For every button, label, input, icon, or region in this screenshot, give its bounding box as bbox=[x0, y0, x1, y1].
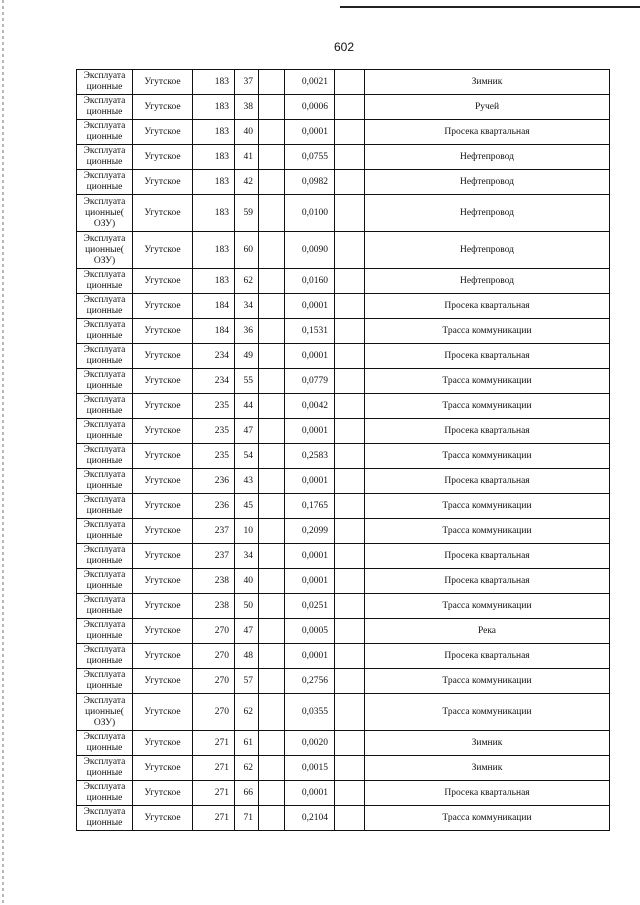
cell-blank bbox=[259, 232, 285, 269]
cell-forestry-name: Угутское bbox=[133, 394, 193, 419]
cell-area: 0,1531 bbox=[285, 319, 335, 344]
cell-blank bbox=[259, 195, 285, 232]
cell-blank bbox=[335, 170, 365, 195]
table-row bbox=[77, 369, 610, 394]
table-row bbox=[77, 669, 610, 694]
cell-blank bbox=[335, 694, 365, 731]
cell-object: Трасса коммуникации bbox=[365, 694, 610, 731]
table-row bbox=[77, 394, 610, 419]
cell-blank bbox=[335, 95, 365, 120]
cell-area: 0,0090 bbox=[285, 232, 335, 269]
cell-area: 0,0001 bbox=[285, 544, 335, 569]
cell-forestry-name: Угутское bbox=[133, 469, 193, 494]
cell-object: Река bbox=[365, 619, 610, 644]
cell-usage-type: Эксплуата ционные( ОЗУ) bbox=[77, 694, 133, 731]
cell-area: 0,0779 bbox=[285, 369, 335, 394]
cell-usage-type: Эксплуата ционные bbox=[77, 70, 133, 95]
cell-quarter: 235 bbox=[193, 444, 235, 469]
cell-area: 0,0001 bbox=[285, 344, 335, 369]
cell-forestry-name: Угутское bbox=[133, 731, 193, 756]
cell-usage-type: Эксплуата ционные bbox=[77, 544, 133, 569]
cell-usage-type: Эксплуата ционные bbox=[77, 394, 133, 419]
table-row bbox=[77, 731, 610, 756]
cell-object: Трасса коммуникации bbox=[365, 669, 610, 694]
cell-forestry-name: Угутское bbox=[133, 170, 193, 195]
cell-blank bbox=[335, 619, 365, 644]
cell-object: Трасса коммуникации bbox=[365, 594, 610, 619]
cell-object: Просека квартальная bbox=[365, 294, 610, 319]
cell-blank bbox=[259, 444, 285, 469]
cell-blank bbox=[259, 569, 285, 594]
cell-blank bbox=[259, 145, 285, 170]
cell-blank bbox=[335, 394, 365, 419]
cell-usage-type: Эксплуата ционные bbox=[77, 494, 133, 519]
cell-plot: 42 bbox=[235, 170, 259, 195]
cell-area: 0,2104 bbox=[285, 806, 335, 831]
cell-area: 0,0006 bbox=[285, 95, 335, 120]
cell-usage-type: Эксплуата ционные bbox=[77, 145, 133, 170]
cell-blank bbox=[259, 70, 285, 95]
cell-area: 0,0001 bbox=[285, 644, 335, 669]
cell-usage-type: Эксплуата ционные bbox=[77, 294, 133, 319]
cell-plot: 61 bbox=[235, 731, 259, 756]
cell-quarter: 183 bbox=[193, 70, 235, 95]
cell-plot: 49 bbox=[235, 344, 259, 369]
cell-usage-type: Эксплуата ционные bbox=[77, 95, 133, 120]
cell-blank bbox=[259, 594, 285, 619]
cell-forestry-name: Угутское bbox=[133, 344, 193, 369]
cell-blank bbox=[335, 70, 365, 95]
cell-object: Трасса коммуникации bbox=[365, 319, 610, 344]
cell-forestry-name: Угутское bbox=[133, 319, 193, 344]
cell-object: Трасса коммуникации bbox=[365, 369, 610, 394]
cell-forestry-name: Угутское bbox=[133, 494, 193, 519]
cell-blank bbox=[259, 644, 285, 669]
cell-forestry-name: Угутское bbox=[133, 669, 193, 694]
table-row bbox=[77, 319, 610, 344]
cell-blank bbox=[335, 145, 365, 170]
cell-plot: 47 bbox=[235, 419, 259, 444]
cell-plot: 48 bbox=[235, 644, 259, 669]
cell-object: Просека квартальная bbox=[365, 544, 610, 569]
cell-quarter: 270 bbox=[193, 644, 235, 669]
cell-object: Просека квартальная bbox=[365, 569, 610, 594]
table-body bbox=[77, 70, 610, 831]
cell-quarter: 238 bbox=[193, 594, 235, 619]
cell-forestry-name: Угутское bbox=[133, 569, 193, 594]
cell-blank bbox=[259, 619, 285, 644]
cell-forestry-name: Угутское bbox=[133, 519, 193, 544]
table-row bbox=[77, 70, 610, 95]
cell-usage-type: Эксплуата ционные bbox=[77, 569, 133, 594]
cell-blank bbox=[335, 469, 365, 494]
cell-quarter: 270 bbox=[193, 619, 235, 644]
cell-blank bbox=[259, 170, 285, 195]
cell-blank bbox=[335, 294, 365, 319]
cell-area: 0,0982 bbox=[285, 170, 335, 195]
cell-area: 0,0042 bbox=[285, 394, 335, 419]
table-row bbox=[77, 269, 610, 294]
cell-blank bbox=[335, 781, 365, 806]
cell-usage-type: Эксплуата ционные bbox=[77, 344, 133, 369]
cell-blank bbox=[259, 394, 285, 419]
cell-forestry-name: Угутское bbox=[133, 369, 193, 394]
cell-plot: 36 bbox=[235, 319, 259, 344]
cell-blank bbox=[335, 756, 365, 781]
cell-usage-type: Эксплуата ционные bbox=[77, 369, 133, 394]
cell-forestry-name: Угутское bbox=[133, 269, 193, 294]
table-row bbox=[77, 419, 610, 444]
cell-quarter: 183 bbox=[193, 170, 235, 195]
table-row bbox=[77, 145, 610, 170]
cell-forestry-name: Угутское bbox=[133, 544, 193, 569]
cell-quarter: 237 bbox=[193, 519, 235, 544]
table-row bbox=[77, 344, 610, 369]
cell-object: Нефтепровод bbox=[365, 269, 610, 294]
cell-blank bbox=[335, 569, 365, 594]
cell-plot: 45 bbox=[235, 494, 259, 519]
cell-object: Трасса коммуникации bbox=[365, 519, 610, 544]
table-row bbox=[77, 781, 610, 806]
cell-blank bbox=[259, 731, 285, 756]
cell-blank bbox=[335, 319, 365, 344]
cell-area: 0,2756 bbox=[285, 669, 335, 694]
cell-object: Просека квартальная bbox=[365, 469, 610, 494]
cell-blank bbox=[259, 294, 285, 319]
cell-plot: 44 bbox=[235, 394, 259, 419]
table-row bbox=[77, 294, 610, 319]
cell-area: 0,0001 bbox=[285, 469, 335, 494]
cell-blank bbox=[259, 494, 285, 519]
cell-usage-type: Эксплуата ционные bbox=[77, 444, 133, 469]
table-row bbox=[77, 569, 610, 594]
cell-plot: 66 bbox=[235, 781, 259, 806]
cell-plot: 50 bbox=[235, 594, 259, 619]
cell-forestry-name: Угутское bbox=[133, 694, 193, 731]
cell-object: Просека квартальная bbox=[365, 419, 610, 444]
cell-usage-type: Эксплуата ционные bbox=[77, 319, 133, 344]
cell-plot: 10 bbox=[235, 519, 259, 544]
cell-plot: 40 bbox=[235, 120, 259, 145]
cell-plot: 40 bbox=[235, 569, 259, 594]
cell-quarter: 183 bbox=[193, 95, 235, 120]
cell-blank bbox=[259, 319, 285, 344]
cell-usage-type: Эксплуата ционные bbox=[77, 419, 133, 444]
cell-area: 0,0020 bbox=[285, 731, 335, 756]
table-row bbox=[77, 494, 610, 519]
cell-area: 0,1765 bbox=[285, 494, 335, 519]
cell-blank bbox=[259, 669, 285, 694]
cell-object: Просека квартальная bbox=[365, 781, 610, 806]
cell-plot: 38 bbox=[235, 95, 259, 120]
cell-area: 0,0001 bbox=[285, 120, 335, 145]
top-rule bbox=[340, 6, 640, 8]
cell-area: 0,0001 bbox=[285, 419, 335, 444]
table-row bbox=[77, 594, 610, 619]
cell-blank bbox=[259, 519, 285, 544]
cell-object: Трасса коммуникации bbox=[365, 494, 610, 519]
forest-plots-table bbox=[76, 69, 610, 831]
cell-blank bbox=[259, 369, 285, 394]
cell-plot: 59 bbox=[235, 195, 259, 232]
cell-plot: 47 bbox=[235, 619, 259, 644]
table-row bbox=[77, 195, 610, 232]
cell-blank bbox=[335, 419, 365, 444]
cell-forestry-name: Угутское bbox=[133, 294, 193, 319]
table-row bbox=[77, 756, 610, 781]
table-row bbox=[77, 444, 610, 469]
cell-blank bbox=[259, 344, 285, 369]
cell-blank bbox=[335, 806, 365, 831]
cell-area: 0,0021 bbox=[285, 70, 335, 95]
cell-quarter: 183 bbox=[193, 232, 235, 269]
cell-forestry-name: Угутское bbox=[133, 145, 193, 170]
cell-plot: 43 bbox=[235, 469, 259, 494]
cell-forestry-name: Угутское bbox=[133, 70, 193, 95]
cell-forestry-name: Угутское bbox=[133, 444, 193, 469]
cell-blank bbox=[335, 519, 365, 544]
cell-quarter: 183 bbox=[193, 195, 235, 232]
cell-blank bbox=[259, 694, 285, 731]
table-row bbox=[77, 619, 610, 644]
cell-object: Нефтепровод bbox=[365, 195, 610, 232]
cell-area: 0,0160 bbox=[285, 269, 335, 294]
cell-plot: 62 bbox=[235, 694, 259, 731]
cell-area: 0,0001 bbox=[285, 569, 335, 594]
cell-quarter: 270 bbox=[193, 669, 235, 694]
cell-usage-type: Эксплуата ционные bbox=[77, 731, 133, 756]
cell-blank bbox=[335, 594, 365, 619]
cell-object: Ручей bbox=[365, 95, 610, 120]
cell-forestry-name: Угутское bbox=[133, 806, 193, 831]
cell-blank bbox=[335, 232, 365, 269]
cell-quarter: 271 bbox=[193, 806, 235, 831]
cell-forestry-name: Угутское bbox=[133, 419, 193, 444]
page-number: 602 bbox=[333, 40, 355, 54]
cell-usage-type: Эксплуата ционные( ОЗУ) bbox=[77, 195, 133, 232]
cell-object: Нефтепровод bbox=[365, 170, 610, 195]
cell-object: Просека квартальная bbox=[365, 644, 610, 669]
cell-forestry-name: Угутское bbox=[133, 195, 193, 232]
cell-blank bbox=[335, 120, 365, 145]
cell-plot: 54 bbox=[235, 444, 259, 469]
cell-usage-type: Эксплуата ционные bbox=[77, 469, 133, 494]
cell-quarter: 183 bbox=[193, 145, 235, 170]
cell-forestry-name: Угутское bbox=[133, 644, 193, 669]
cell-blank bbox=[259, 469, 285, 494]
cell-quarter: 236 bbox=[193, 494, 235, 519]
cell-object: Трасса коммуникации bbox=[365, 394, 610, 419]
cell-forestry-name: Угутское bbox=[133, 232, 193, 269]
cell-plot: 34 bbox=[235, 294, 259, 319]
table-row bbox=[77, 170, 610, 195]
table-row bbox=[77, 644, 610, 669]
cell-area: 0,0015 bbox=[285, 756, 335, 781]
cell-forestry-name: Угутское bbox=[133, 120, 193, 145]
cell-quarter: 234 bbox=[193, 344, 235, 369]
cell-blank bbox=[259, 781, 285, 806]
cell-object: Нефтепровод bbox=[365, 145, 610, 170]
cell-object: Зимник bbox=[365, 731, 610, 756]
cell-object: Трасса коммуникации bbox=[365, 806, 610, 831]
cell-usage-type: Эксплуата ционные bbox=[77, 170, 133, 195]
cell-quarter: 237 bbox=[193, 544, 235, 569]
cell-area: 0,0251 bbox=[285, 594, 335, 619]
cell-quarter: 271 bbox=[193, 731, 235, 756]
cell-usage-type: Эксплуата ционные bbox=[77, 781, 133, 806]
cell-forestry-name: Угутское bbox=[133, 95, 193, 120]
cell-blank bbox=[335, 369, 365, 394]
cell-plot: 55 bbox=[235, 369, 259, 394]
cell-object: Зимник bbox=[365, 70, 610, 95]
cell-blank bbox=[335, 669, 365, 694]
cell-plot: 37 bbox=[235, 70, 259, 95]
cell-blank bbox=[259, 120, 285, 145]
scan-edge bbox=[2, 0, 4, 905]
cell-forestry-name: Угутское bbox=[133, 756, 193, 781]
cell-plot: 34 bbox=[235, 544, 259, 569]
table-row bbox=[77, 544, 610, 569]
cell-forestry-name: Угутское bbox=[133, 594, 193, 619]
cell-plot: 57 bbox=[235, 669, 259, 694]
cell-quarter: 235 bbox=[193, 394, 235, 419]
cell-quarter: 184 bbox=[193, 294, 235, 319]
cell-quarter: 183 bbox=[193, 269, 235, 294]
cell-quarter: 238 bbox=[193, 569, 235, 594]
cell-quarter: 271 bbox=[193, 781, 235, 806]
cell-area: 0,0001 bbox=[285, 294, 335, 319]
cell-blank bbox=[259, 756, 285, 781]
cell-object: Просека квартальная bbox=[365, 120, 610, 145]
cell-blank bbox=[259, 419, 285, 444]
cell-blank bbox=[335, 444, 365, 469]
cell-blank bbox=[335, 731, 365, 756]
cell-blank bbox=[335, 195, 365, 232]
table-row bbox=[77, 694, 610, 731]
cell-usage-type: Эксплуата ционные bbox=[77, 519, 133, 544]
cell-blank bbox=[259, 544, 285, 569]
table-row bbox=[77, 120, 610, 145]
cell-area: 0,0755 bbox=[285, 145, 335, 170]
table-row bbox=[77, 519, 610, 544]
cell-plot: 62 bbox=[235, 756, 259, 781]
cell-quarter: 271 bbox=[193, 756, 235, 781]
cell-usage-type: Эксплуата ционные bbox=[77, 669, 133, 694]
cell-blank bbox=[335, 494, 365, 519]
cell-usage-type: Эксплуата ционные bbox=[77, 619, 133, 644]
cell-usage-type: Эксплуата ционные bbox=[77, 756, 133, 781]
cell-quarter: 234 bbox=[193, 369, 235, 394]
cell-plot: 71 bbox=[235, 806, 259, 831]
cell-blank bbox=[335, 544, 365, 569]
cell-quarter: 235 bbox=[193, 419, 235, 444]
cell-object: Нефтепровод bbox=[365, 232, 610, 269]
cell-plot: 41 bbox=[235, 145, 259, 170]
cell-usage-type: Эксплуата ционные bbox=[77, 594, 133, 619]
cell-quarter: 270 bbox=[193, 694, 235, 731]
cell-plot: 62 bbox=[235, 269, 259, 294]
cell-blank bbox=[335, 644, 365, 669]
table-row bbox=[77, 232, 610, 269]
cell-area: 0,0001 bbox=[285, 781, 335, 806]
cell-area: 0,0005 bbox=[285, 619, 335, 644]
cell-blank bbox=[335, 344, 365, 369]
table-row bbox=[77, 806, 610, 831]
cell-blank bbox=[335, 269, 365, 294]
cell-quarter: 184 bbox=[193, 319, 235, 344]
cell-object: Просека квартальная bbox=[365, 344, 610, 369]
table-row bbox=[77, 95, 610, 120]
cell-area: 0,2099 bbox=[285, 519, 335, 544]
cell-forestry-name: Угутское bbox=[133, 781, 193, 806]
cell-area: 0,0355 bbox=[285, 694, 335, 731]
cell-blank bbox=[259, 806, 285, 831]
cell-usage-type: Эксплуата ционные( ОЗУ) bbox=[77, 232, 133, 269]
cell-area: 0,0100 bbox=[285, 195, 335, 232]
cell-usage-type: Эксплуата ционные bbox=[77, 644, 133, 669]
cell-blank bbox=[259, 95, 285, 120]
cell-usage-type: Эксплуата ционные bbox=[77, 269, 133, 294]
cell-plot: 60 bbox=[235, 232, 259, 269]
cell-usage-type: Эксплуата ционные bbox=[77, 120, 133, 145]
cell-blank bbox=[259, 269, 285, 294]
cell-area: 0,2583 bbox=[285, 444, 335, 469]
cell-object: Зимник bbox=[365, 756, 610, 781]
cell-usage-type: Эксплуата ционные bbox=[77, 806, 133, 831]
cell-object: Трасса коммуникации bbox=[365, 444, 610, 469]
cell-quarter: 236 bbox=[193, 469, 235, 494]
table-row bbox=[77, 469, 610, 494]
cell-forestry-name: Угутское bbox=[133, 619, 193, 644]
cell-quarter: 183 bbox=[193, 120, 235, 145]
